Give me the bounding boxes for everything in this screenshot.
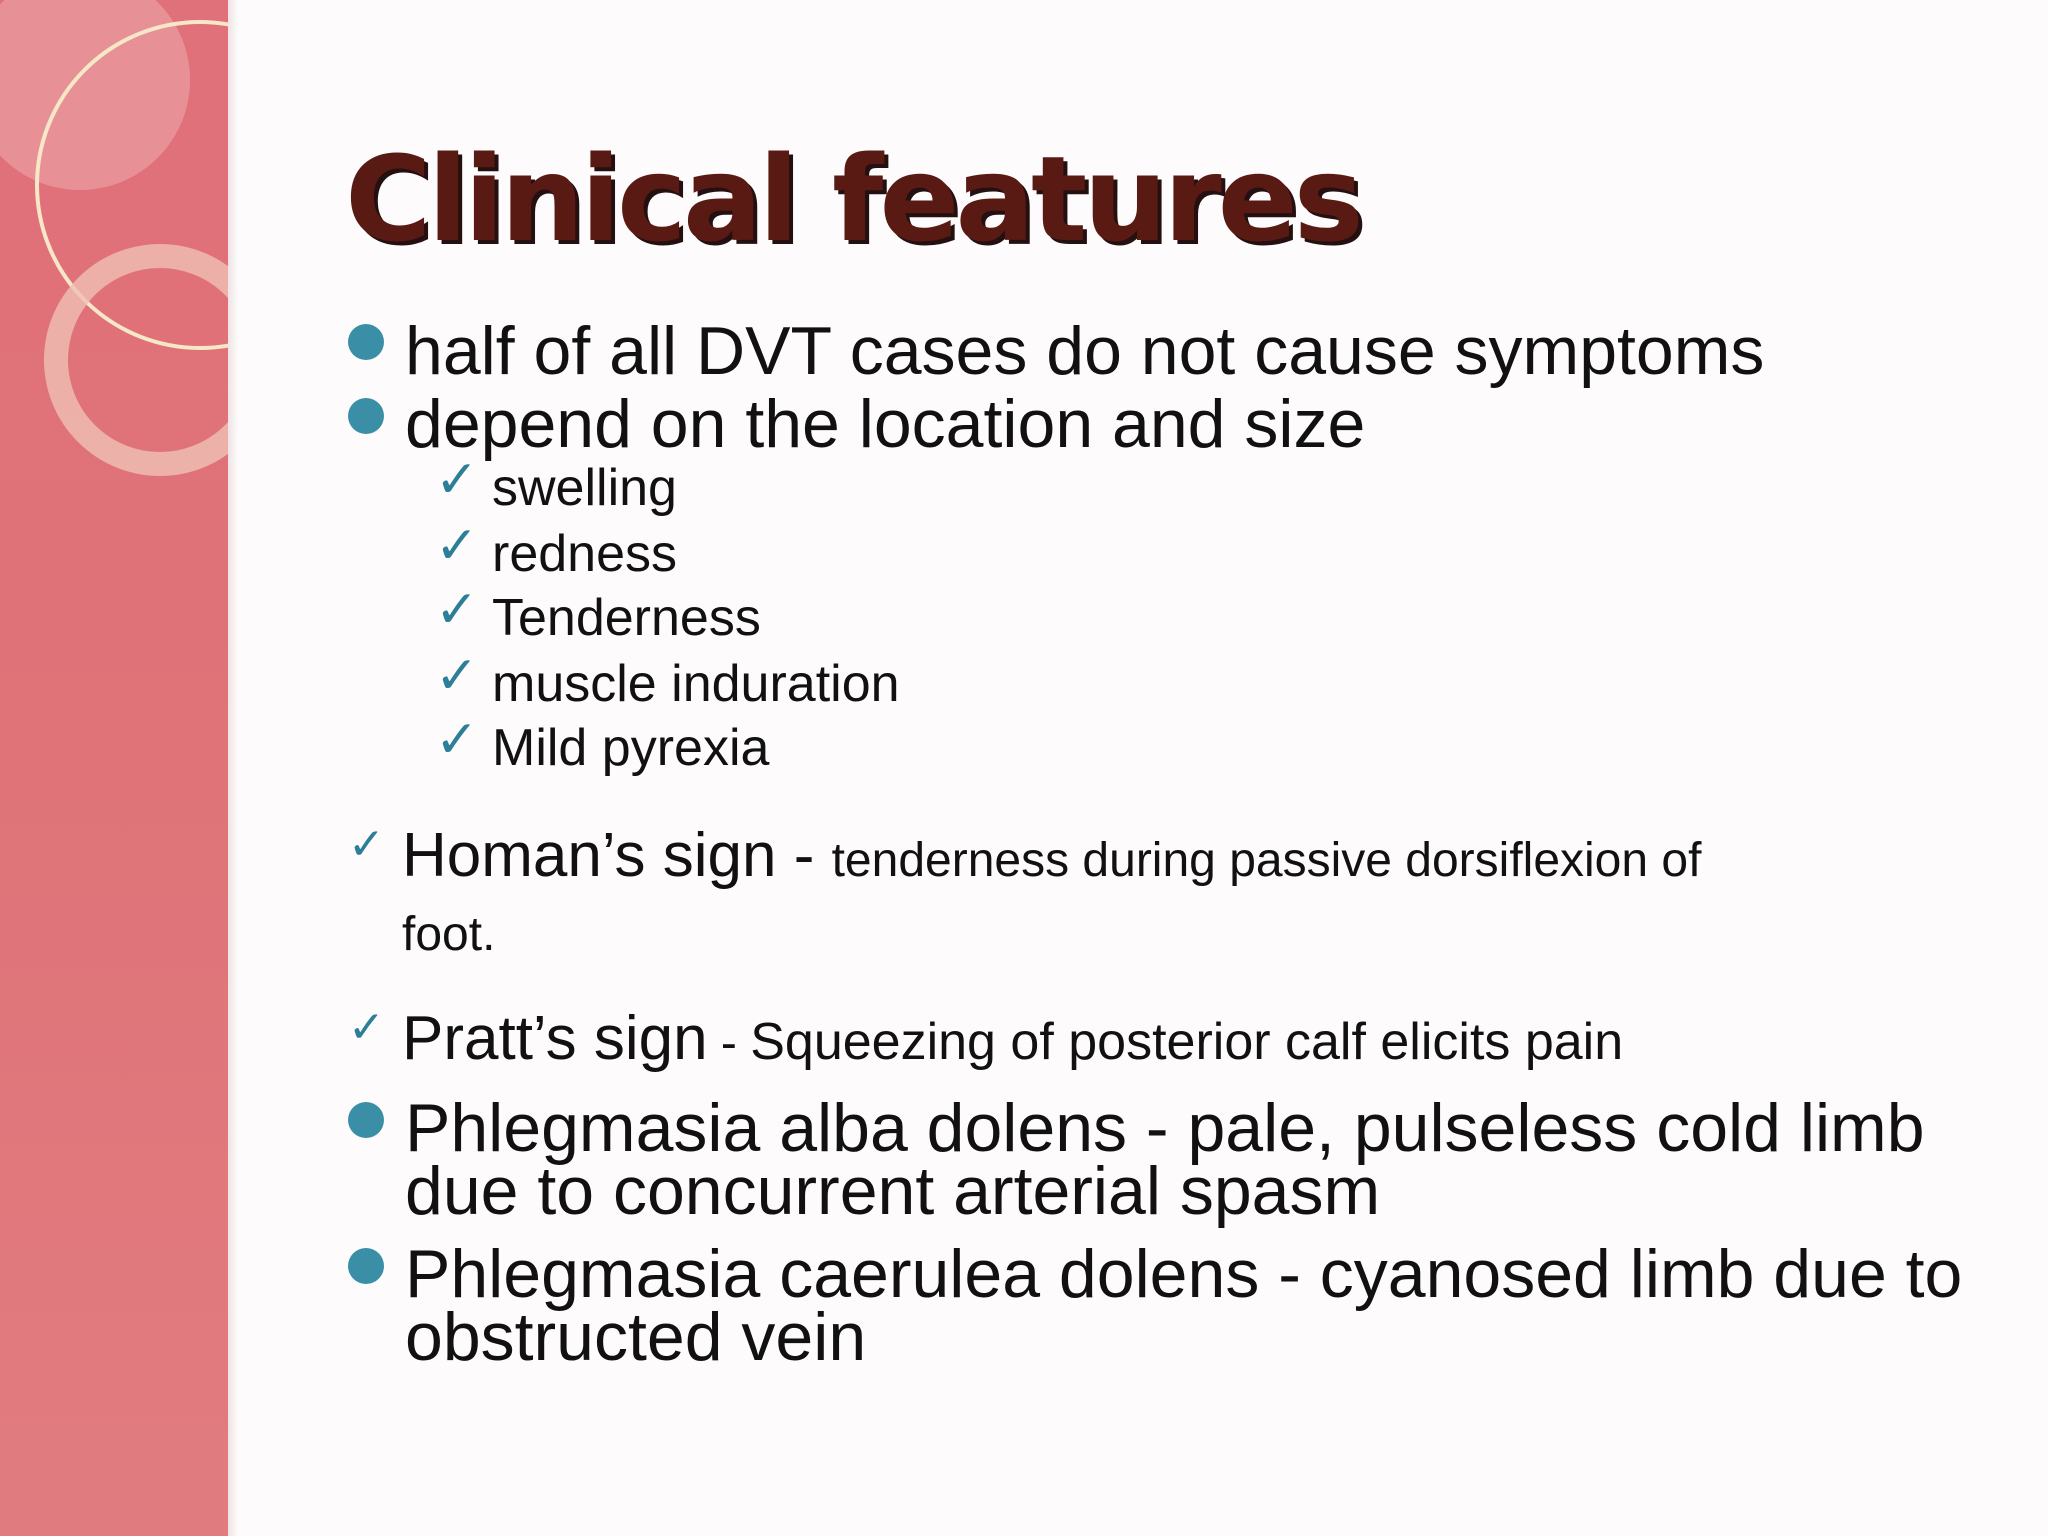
bullet-text: half of all DVT cases do not cause symptoms: [405, 313, 1765, 389]
checkmark-icon: ✓: [435, 450, 479, 510]
bullet-text-cont: due to concurrent arterial spasm: [405, 1153, 1381, 1229]
sidebar-shadow: [228, 0, 238, 1536]
checkmark-icon: ✓: [435, 580, 479, 640]
checkmark-icon: ✓: [348, 819, 385, 870]
symptom-text: swelling: [492, 459, 677, 517]
sign-line: [402, 821, 1702, 890]
checkmark-icon: ✓: [435, 710, 479, 770]
sign-name: Homan’s sign: [402, 821, 777, 890]
checkmark-icon: ✓: [348, 1002, 385, 1053]
sign-name: Pratt’s sign: [402, 1004, 708, 1073]
sign-line: [402, 1004, 1624, 1073]
checkmark-icon: ✓: [435, 516, 479, 576]
sign-separator: -: [707, 1017, 751, 1070]
sign-description: Squeezing of posterior calf elicits pain: [750, 1013, 1624, 1071]
slide-title: Clinical features: [345, 130, 1360, 268]
decorative-circles: [0, 0, 228, 520]
symptom-text: muscle induration: [492, 655, 900, 713]
symptom-text: Mild pyrexia: [492, 719, 770, 777]
sidebar-band: [0, 0, 228, 1536]
bullet-text: Phlegmasia caerulea dolens - cyanosed limb due to: [405, 1236, 1963, 1312]
bullet-text: Phlegmasia alba dolens - pale, pulseless cold limb: [405, 1090, 1925, 1166]
sign-description: tenderness during passive dorsiflexion of: [831, 834, 1702, 887]
deco-ring-lower: [56, 256, 228, 464]
symptom-text: Tenderness: [492, 589, 761, 647]
bullet-dot-icon: [348, 324, 384, 360]
symptom-text: redness: [492, 525, 677, 583]
bullet-dot-icon: [348, 1102, 384, 1138]
bullet-dot-icon: [348, 398, 384, 434]
bullet-dot-icon: [348, 1248, 384, 1284]
sign-separator: -: [776, 821, 832, 890]
bullet-text: depend on the location and size: [405, 386, 1366, 462]
sign-description-cont: foot.: [402, 908, 496, 961]
bullet-text-cont: obstructed vein: [405, 1299, 867, 1375]
checkmark-icon: ✓: [435, 646, 479, 706]
